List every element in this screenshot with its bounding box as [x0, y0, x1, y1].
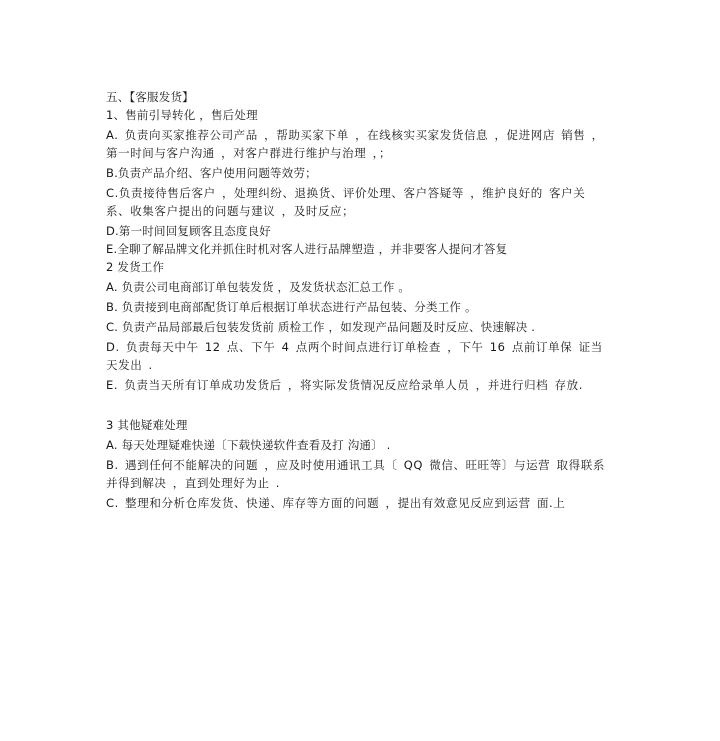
subsection-3-item-a: A. 每天处理疑难快递〔下载快递软件查看及打 沟通〕 . [106, 438, 391, 452]
subsection-1-item-b: B.负责产品介绍、客户使用问题等效劳； [106, 166, 317, 180]
subsection-1-item-e: E.全聊了解品牌文化并抓住时机对客人进行品牌塑造 ，并非要客人提问才答复 [106, 242, 508, 256]
section-title: 五、【客服发货】 [106, 90, 194, 104]
subsection-2-title: 2 发货工作 [106, 260, 165, 274]
document-body [106, 88, 606, 512]
subsection-3-item-b: B. 遇到任何不能解决的问题 ，应及时使用通讯工具〔 QQ 微信、旺旺等〕与运营 取得联系并得到解决 ，直到处理好为止 . [106, 458, 605, 490]
subsection-1-item-d: D.第一时间回复顾客且态度良好 [106, 224, 272, 238]
subsection-3-item-c: C. 整理和分析仓库发货、快递、库存等方面的问题 ，提出有效意见反应到运营 面.上 [106, 496, 566, 510]
subsection-1-item-a: A. 负责向买家推荐公司产品 ，帮助买家下单 ，在线核实买家发货信息 ，促进网店 销售 ，第一时间与客户沟通 ，对客户群进行维护与治理 ，； [106, 128, 604, 160]
subsection-3-title: 3 其他疑难处理 [106, 418, 188, 432]
subsection-2-item-a: A. 负责公司电商部订单包装发货 ，及发货状态汇总工作 。 [106, 280, 411, 294]
subsection-2-item-e: E. 负责当天所有订单成功发货后 ，将实际发货情况反应给录单人员 ，并进行归档 存放. [106, 378, 583, 392]
subsection-1-title: 1、售前引导转化 ，售后处理 [106, 108, 258, 122]
subsection-1-item-c: C.负责接待售后客户 ，处理纠纷、退换货、评价处理、客户答疑等 ，维护良好的 客户关系、收集客户提出的问题与建议 ，及时反应； [106, 186, 586, 218]
subsection-2-item-b: B. 负责接到电商部配货订单后根据订单状态进行产品包装、分类工作 。 [106, 300, 477, 314]
subsection-2-item-c: C. 负责产品局部最后包装发货前 质检工作 ，如发现产品问题及时反应、快速解决 . [106, 320, 536, 334]
subsection-2-item-d: D. 负责每天中午 12 点、下午 4 点两个时间点进行订单检查 ，下午 16 点前订单保 证当天发出 . [106, 340, 603, 372]
